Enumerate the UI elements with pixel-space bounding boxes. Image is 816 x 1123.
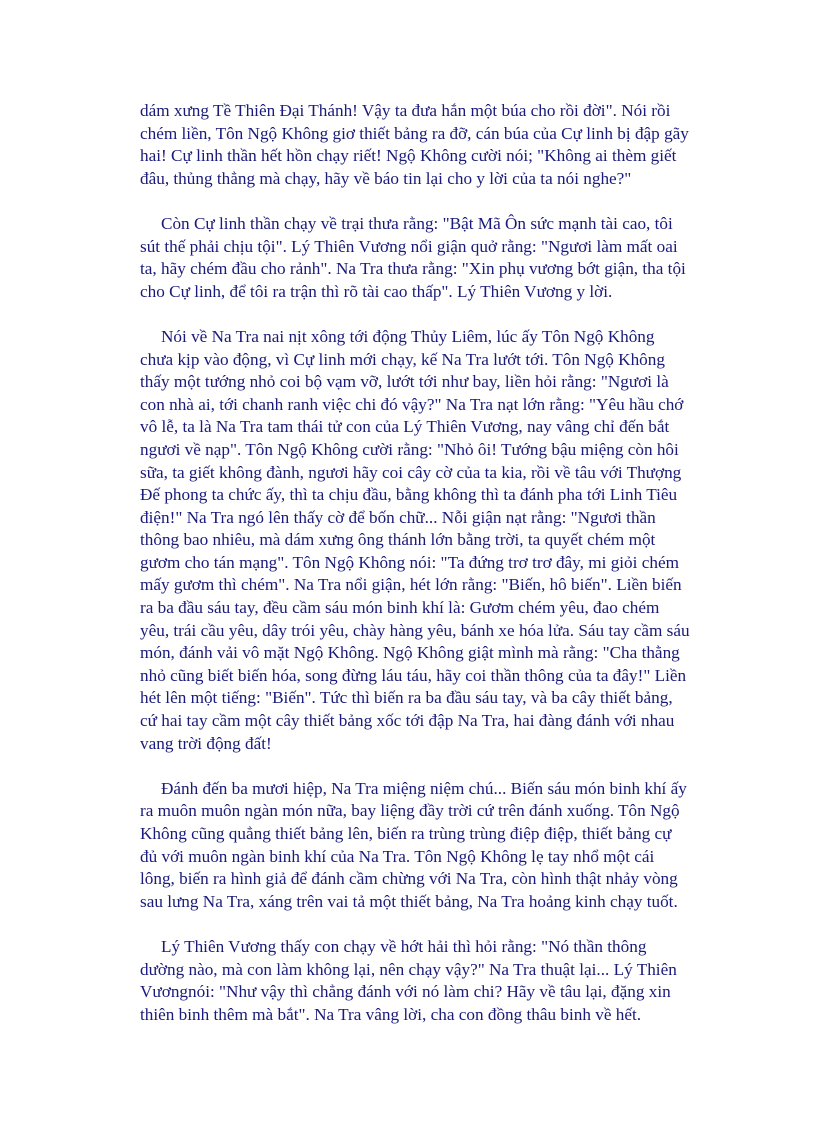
paragraph-5: Lý Thiên Vương thấy con chạy về hớt hải thì hỏi rằng: "Nó thần thông dường nào, mà con làm không lại, nên chạy vậy?" Na Tra thuật lại... Lý Thiên Vươngnói: "Như vậy thì chẳng đánh với nó làm chi? Hãy về tâu lại, đặng xin thiên binh thêm mà bắt". Na Tra vâng lời, cha con đồng thâu binh về hết. [140, 936, 677, 1024]
paragraph-4: Đánh đến ba mươi hiệp, Na Tra miệng niệm chú... Biến sáu món binh khí ấy ra muôn muôn ngàn món nữa, bay liệng đầy trời cứ trên đánh xuống. Tôn Ngộ Không cũng quẳng thiết bảng lên, biến ra trùng trùng điệp điệp, thiết bảng cự đủ với muôn ngàn binh khí của Na Tra. Tôn Ngộ Không lẹ tay nhổ một cái lông, biến ra hình giả để đánh cầm chừng với Na Tra, còn hình thật nhảy vòng sau lưng Na Tra, xáng trên vai tả một thiết bảng, Na Tra hoảng kinh chạy tuốt. [140, 778, 687, 911]
paragraph-1: dám xưng Tề Thiên Đại Thánh! Vậy ta đưa hắn một búa cho rồi đời". Nói rồi chém liền, Tôn Ngộ Không giơ thiết bảng ra đỡ, cán búa của Cự linh bị đập gãy hai! Cự linh thần hết hồn chạy riết! Ngộ Không cười nói; "Không ai thèm giết đâu, thủng thẳng mà chạy, hãy về báo tin lại cho y lời của ta nói nghe?" [140, 101, 689, 188]
paragraph-2: Còn Cự linh thần chạy về trại thưa rằng: "Bật Mã Ôn sức mạnh tài cao, tôi sút thế phải chịu tội". Lý Thiên Vương nổi giận quở rằng: "Ngươi làm mất oai ta, hãy chém đầu cho rảnh". Na Tra thưa rằng: "Xin phụ vương bớt giận, tha tội cho Cự linh, để tôi ra trận thì rõ tài cao thấp". Lý Thiên Vương y lời. [140, 213, 686, 301]
paragraph-3: Nói về Na Tra nai nịt xông tới động Thủy Liêm, lúc ấy Tôn Ngộ Không chưa kịp vào động, vì Cự linh mới chạy, kế Na Tra lướt tới. Tôn Ngộ Không thấy một tướng nhỏ coi bộ vạm vỡ, lướt tới như bay, liền hỏi rằng: "Ngươi là con nhà ai, tới chanh ranh việc chi đó vậy?" Na Tra nạt lớn rằng: "Yêu hầu chớ vô lễ, ta là Na Tra tam thái tử con của Lý Thiên Vương, nay vâng chỉ đến bắt ngươi về nạp". Tôn Ngộ Không cười rằng: "Nhỏ ôi! Tướng bậu miệng còn hôi sữa, ta giết không đành, ngươi hãy coi cây cờ của ta kia, rồi về tâu với Thượng Đế phong ta chức ấy, thì ta chịu đầu, bằng không thì ta đánh pha tới Linh Tiêu điện!" Na Tra ngó lên thấy cờ để bốn chữ... Nỗi giận nạt rằng: "Ngươi thần thông bao nhiêu, mà dám xưng ông thánh lớn bằng trời, ta quyết chém một gươm cho tán mạng". Tôn Ngộ Không nói: "Ta đứng trơ trơ đây, mi giỏi chém mấy gươm thì chém". Na Tra nổi giận, hét lớn rằng: "Biến, hô biến". Liền biến ra ba đầu sáu tay, đều cầm sáu món binh khí là: Gươm chém yêu, đao chém yêu, trái cầu yêu, dây trói yêu, chày hàng yêu, bánh xe hóa lửa. Sáu tay cầm sáu món, đánh vải vô mặt Ngộ Không. Ngộ Không giật mình mà rằng: "Cha thằng nhỏ cũng biết biến hóa, song đừng láu táu, hãy coi thần thông của ta đây!" Liền hét lên một tiếng: "Biến". Tức thì biến ra ba đầu sáu tay, và ba cây thiết bảng, cứ hai tay cầm một cây thiết bảng xốc tới đập Na Tra, hai đàng đánh với nhau vang trời động đất! [140, 326, 690, 753]
document-page [140, 100, 690, 1049]
